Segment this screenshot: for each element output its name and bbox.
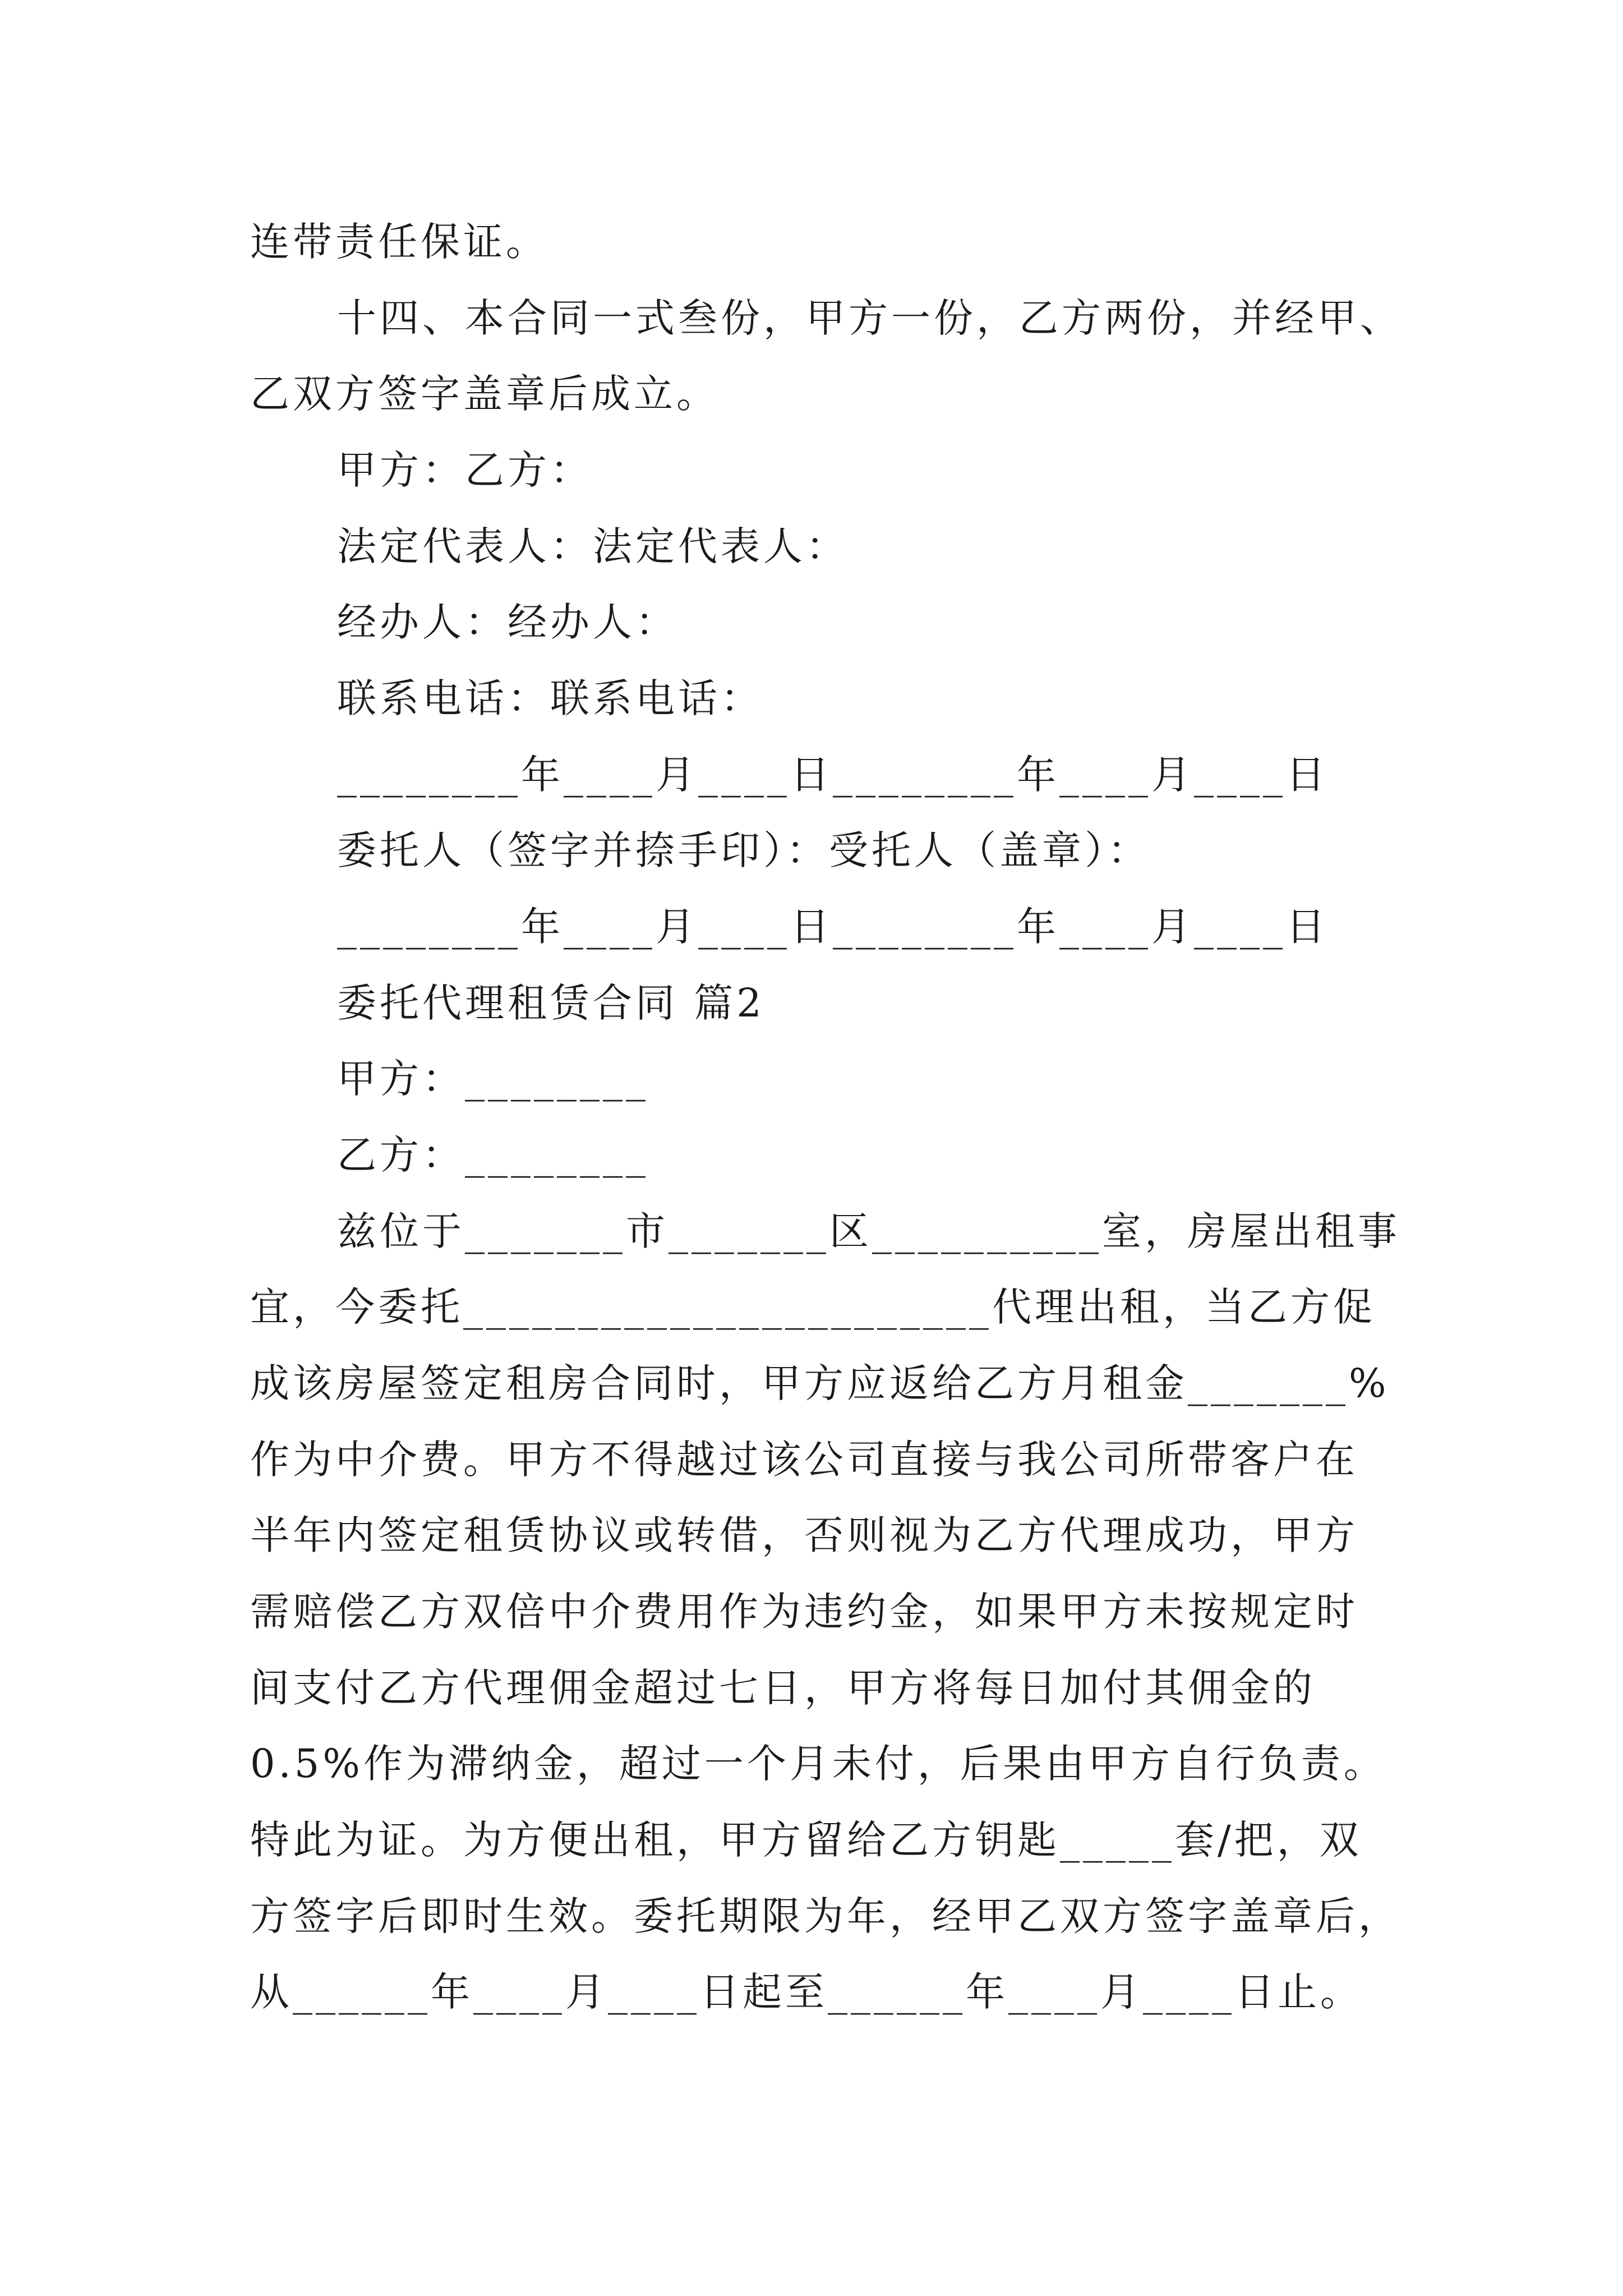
- text-line: 十四、本合同一式叁份，甲方一份，乙方两份，并经甲、: [337, 295, 1403, 341]
- text-line: 0.5%作为滞纳金，超过一个月未付，后果由甲方自行负责。: [250, 1741, 1386, 1787]
- signature-date-line: ________年____月____日________年____月____日: [337, 752, 1329, 798]
- text-line: 乙双方签字盖章后成立。: [250, 371, 719, 417]
- text-line: 法定代表人：法定代表人：: [337, 523, 849, 569]
- text-line: 特此为证。为方便出租，甲方留给乙方钥匙_____套/把，双: [250, 1817, 1362, 1863]
- text-line: 从______年____月____日起至______年____月____日止。: [250, 1969, 1363, 2015]
- text-line: 连带责任保证。: [250, 219, 548, 265]
- text-line: 甲方：________: [337, 1056, 649, 1102]
- text-line: 乙方：________: [337, 1132, 649, 1178]
- text-line: 联系电话：联系电话：: [337, 675, 763, 721]
- text-line: 方签字后即时生效。委托期限为年，经甲乙双方签字盖章后，: [250, 1893, 1401, 1939]
- text-line: 宜，今委托_______________________代理出租，当乙方促: [250, 1284, 1376, 1330]
- text-line: 兹位于_______市_______区__________室，房屋出租事: [337, 1208, 1400, 1254]
- text-line: 半年内签定租赁协议或转借，否则视为乙方代理成功，甲方: [250, 1512, 1358, 1558]
- text-line: 经办人：经办人：: [337, 599, 678, 645]
- signature-date-line: ________年____月____日________年____月____日: [337, 904, 1329, 950]
- section-heading: 委托代理租赁合同 篇2: [337, 980, 765, 1026]
- text-line: 需赔偿乙方双倍中介费用作为违约金，如果甲方未按规定时: [250, 1589, 1358, 1635]
- text-line: 甲方：乙方：: [337, 447, 593, 493]
- text-line: 间支付乙方代理佣金超过七日，甲方将每日加付其佣金的: [250, 1665, 1316, 1711]
- text-line: 作为中介费。甲方不得越过该公司直接与我公司所带客户在: [250, 1437, 1358, 1483]
- text-line: 成该房屋签定租房合同时，甲方应返给乙方月租金_______%: [250, 1360, 1390, 1406]
- text-line: 委托人（签字并捺手印）：受托人（盖章）：: [337, 827, 1150, 873]
